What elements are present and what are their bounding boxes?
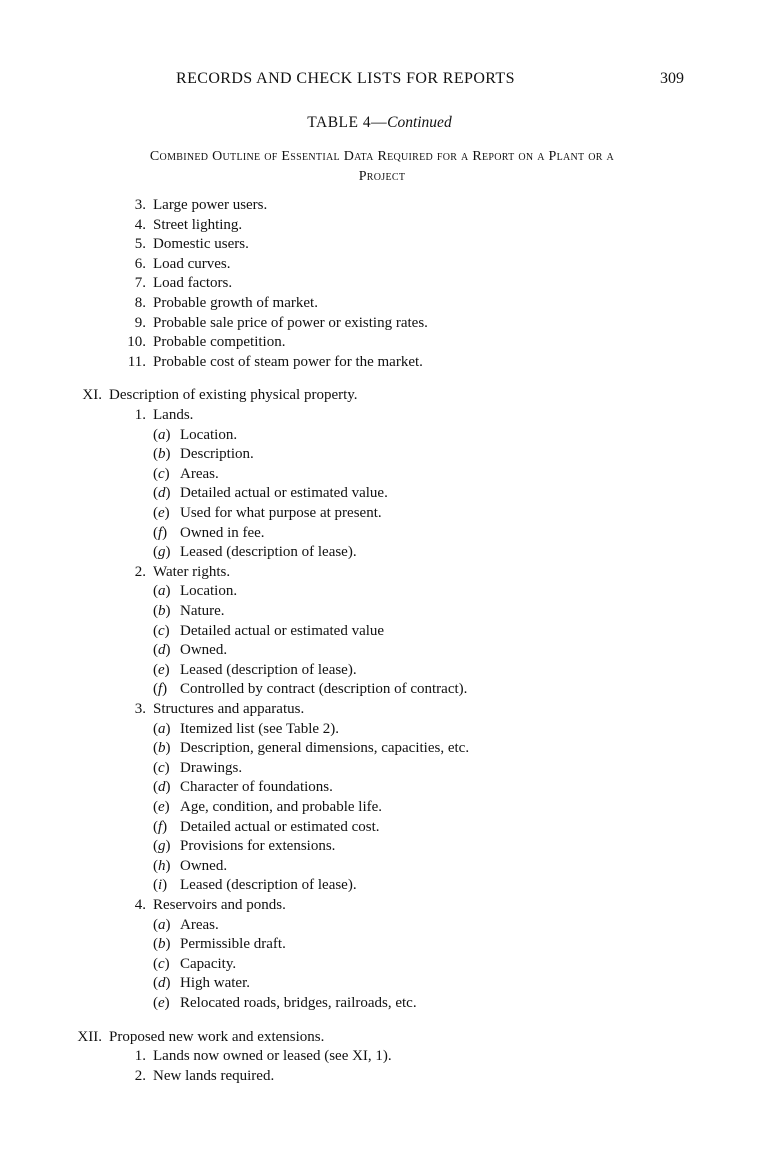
- list-item: [118, 333, 285, 351]
- item-letter: (i): [153, 877, 168, 894]
- item-letter: (a): [153, 916, 171, 933]
- item-letter: (d): [153, 975, 171, 992]
- item-number: 1.: [134, 1048, 146, 1065]
- sub-list-item: [153, 974, 250, 992]
- item-number: 2.: [134, 1067, 146, 1084]
- sub-item-text: Detailed actual or estimated value.: [180, 485, 388, 502]
- list-item: [118, 235, 249, 253]
- running-title: RECORDS AND CHECK LISTS FOR REPORTS: [176, 70, 515, 87]
- section-heading-xii: [62, 1028, 324, 1046]
- sub-list-item: [153, 935, 286, 953]
- item-number: 5.: [134, 236, 146, 253]
- sub-list-item: [153, 484, 388, 502]
- item-text: Lands.: [153, 407, 194, 423]
- list-item: [118, 255, 230, 273]
- sub-list-item: [153, 445, 254, 463]
- item-letter: (a): [153, 720, 171, 737]
- item-letter: (e): [153, 661, 170, 678]
- item-letter: (c): [153, 622, 170, 639]
- item-letter: (b): [153, 740, 171, 757]
- sub-item-text: Detailed actual or estimated value: [180, 622, 385, 639]
- list-item: [118, 1067, 274, 1085]
- sub-item-text: Detailed actual or estimated cost.: [180, 818, 380, 835]
- item-number: 6.: [134, 255, 146, 272]
- item-text: Probable competition.: [153, 334, 286, 351]
- sub-item-text: Provisions for extensions.: [180, 838, 336, 855]
- list-item: [118, 1047, 392, 1065]
- sub-item-text: Relocated roads, bridges, railroads, etc.: [180, 995, 417, 1011]
- list-item: [118, 406, 193, 424]
- item-text: Domestic users.: [153, 236, 249, 253]
- page-number: 309: [660, 70, 684, 87]
- item-text: Probable cost of steam power for the market.: [153, 353, 423, 370]
- sub-list-item: [153, 818, 380, 836]
- sub-item-text: Location.: [180, 426, 238, 443]
- item-text: Water rights.: [153, 563, 231, 580]
- sub-item-text: Character of foundations.: [180, 779, 333, 796]
- table-title-continued: Continued: [387, 114, 452, 131]
- item-number: 7.: [134, 275, 146, 292]
- sub-item-text: Capacity.: [180, 955, 237, 972]
- section-heading-xi: [62, 386, 358, 404]
- sub-list-item: [153, 543, 357, 561]
- item-text: Structures and apparatus.: [153, 701, 305, 717]
- item-text: Load curves.: [153, 255, 231, 272]
- sub-item-text: Areas.: [180, 465, 219, 482]
- section-numeral: XI.: [82, 387, 102, 404]
- sub-list-item: [153, 798, 382, 816]
- sub-list-item: [153, 524, 265, 542]
- item-letter: (h): [153, 857, 171, 874]
- list-item: [118, 314, 428, 332]
- sub-item-text: Owned in fee.: [180, 524, 265, 541]
- item-letter: (c): [153, 465, 170, 482]
- sub-list-item: [153, 994, 417, 1012]
- item-number: 10.: [127, 334, 146, 351]
- item-text: Lands now owned or leased (see XI, 1).: [153, 1048, 392, 1065]
- running-header: [0, 70, 759, 92]
- item-letter: (a): [153, 583, 171, 600]
- sub-item-text: Leased (description of lease).: [180, 877, 357, 894]
- sub-list-item: [153, 504, 382, 522]
- sub-item-text: Location.: [180, 583, 238, 600]
- item-letter: (d): [153, 779, 171, 796]
- list-item: [118, 563, 230, 581]
- item-number: 11.: [127, 353, 146, 370]
- table-title: [0, 114, 759, 132]
- sub-list-item: [153, 857, 227, 875]
- item-letter: (a): [153, 426, 171, 443]
- item-text: Load factors.: [153, 275, 233, 292]
- sub-item-text: Owned.: [180, 857, 228, 874]
- table-subtitle: [62, 147, 702, 187]
- sub-item-text: Leased (description of lease).: [180, 661, 357, 678]
- item-text: Probable sale price of power or existing rates.: [153, 314, 428, 331]
- sub-item-text: Description, general dimensions, capacities, etc.: [180, 740, 470, 757]
- table-subtitle-line-1: Combined Outline of Essential Data Required for a Report on a Plant or a: [149, 149, 615, 164]
- item-letter: (d): [153, 485, 171, 502]
- item-number: 9.: [134, 314, 146, 331]
- item-letter: (f): [153, 681, 168, 698]
- item-number: 1.: [134, 407, 146, 423]
- item-letter: (b): [153, 446, 171, 463]
- item-letter: (c): [153, 955, 170, 972]
- sub-item-text: Areas.: [180, 916, 219, 933]
- item-number: 4.: [134, 897, 146, 913]
- list-item: [118, 896, 286, 914]
- item-letter: (f): [153, 524, 168, 541]
- section-numeral: XII.: [77, 1028, 102, 1045]
- list-item: [118, 274, 232, 292]
- sub-item-text: Used for what purpose at present.: [180, 505, 382, 521]
- sub-item-text: Nature.: [180, 603, 225, 619]
- sub-item-text: High water.: [180, 975, 250, 992]
- list-item: [118, 196, 267, 214]
- item-text: Probable growth of market.: [153, 295, 318, 311]
- sub-list-item: [153, 426, 237, 444]
- sub-item-text: Itemized list (see Table 2).: [180, 720, 340, 737]
- item-letter: (b): [153, 936, 171, 953]
- sub-item-text: Leased (description of lease).: [180, 544, 357, 561]
- item-number: 4.: [134, 216, 146, 233]
- sub-list-item: [153, 837, 335, 855]
- item-number: 3.: [134, 701, 146, 717]
- sub-item-text: Controlled by contract (description of contract).: [180, 681, 468, 698]
- section-title: Description of existing physical property.: [109, 387, 358, 404]
- item-letter: (c): [153, 759, 170, 776]
- sub-item-text: Permissible draft.: [180, 936, 286, 953]
- sub-item-text: Description.: [180, 446, 254, 463]
- item-text: Street lighting.: [153, 216, 243, 233]
- item-letter: (f): [153, 818, 168, 835]
- sub-list-item: [153, 582, 237, 600]
- sub-list-item: [153, 641, 227, 659]
- item-letter: (b): [153, 603, 171, 619]
- sub-item-text: Drawings.: [180, 759, 243, 776]
- table-title-label: TABLE 4—: [307, 114, 388, 131]
- sub-list-item: [153, 916, 219, 934]
- item-text: Large power users.: [153, 197, 268, 213]
- sub-list-item: [153, 720, 339, 738]
- sub-list-item: [153, 680, 467, 698]
- sub-item-text: Owned.: [180, 642, 228, 659]
- list-item: [118, 700, 304, 718]
- item-text: New lands required.: [153, 1067, 275, 1084]
- item-number: 8.: [134, 295, 146, 311]
- sub-item-text: Age, condition, and probable life.: [180, 799, 383, 815]
- item-letter: (d): [153, 642, 171, 659]
- list-item: [118, 353, 423, 371]
- table-subtitle-line-2: Project: [358, 169, 406, 184]
- sub-list-item: [153, 778, 333, 796]
- sub-list-item: [153, 759, 242, 777]
- sub-list-item: [153, 465, 219, 483]
- list-item: [118, 294, 318, 312]
- section-title: Proposed new work and extensions.: [109, 1028, 325, 1045]
- item-letter: (g): [153, 544, 171, 561]
- item-letter: (e): [153, 995, 170, 1011]
- item-text: Reservoirs and ponds.: [153, 897, 286, 913]
- sub-list-item: [153, 602, 225, 620]
- item-number: 2.: [134, 563, 146, 580]
- sub-list-item: [153, 955, 236, 973]
- item-letter: (g): [153, 838, 171, 855]
- sub-list-item: [153, 622, 384, 640]
- sub-list-item: [153, 661, 357, 679]
- item-number: 3.: [134, 197, 146, 213]
- sub-list-item: [153, 739, 469, 757]
- sub-list-item: [153, 876, 357, 894]
- item-letter: (e): [153, 799, 170, 815]
- item-letter: (e): [153, 505, 170, 521]
- list-item: [118, 216, 242, 234]
